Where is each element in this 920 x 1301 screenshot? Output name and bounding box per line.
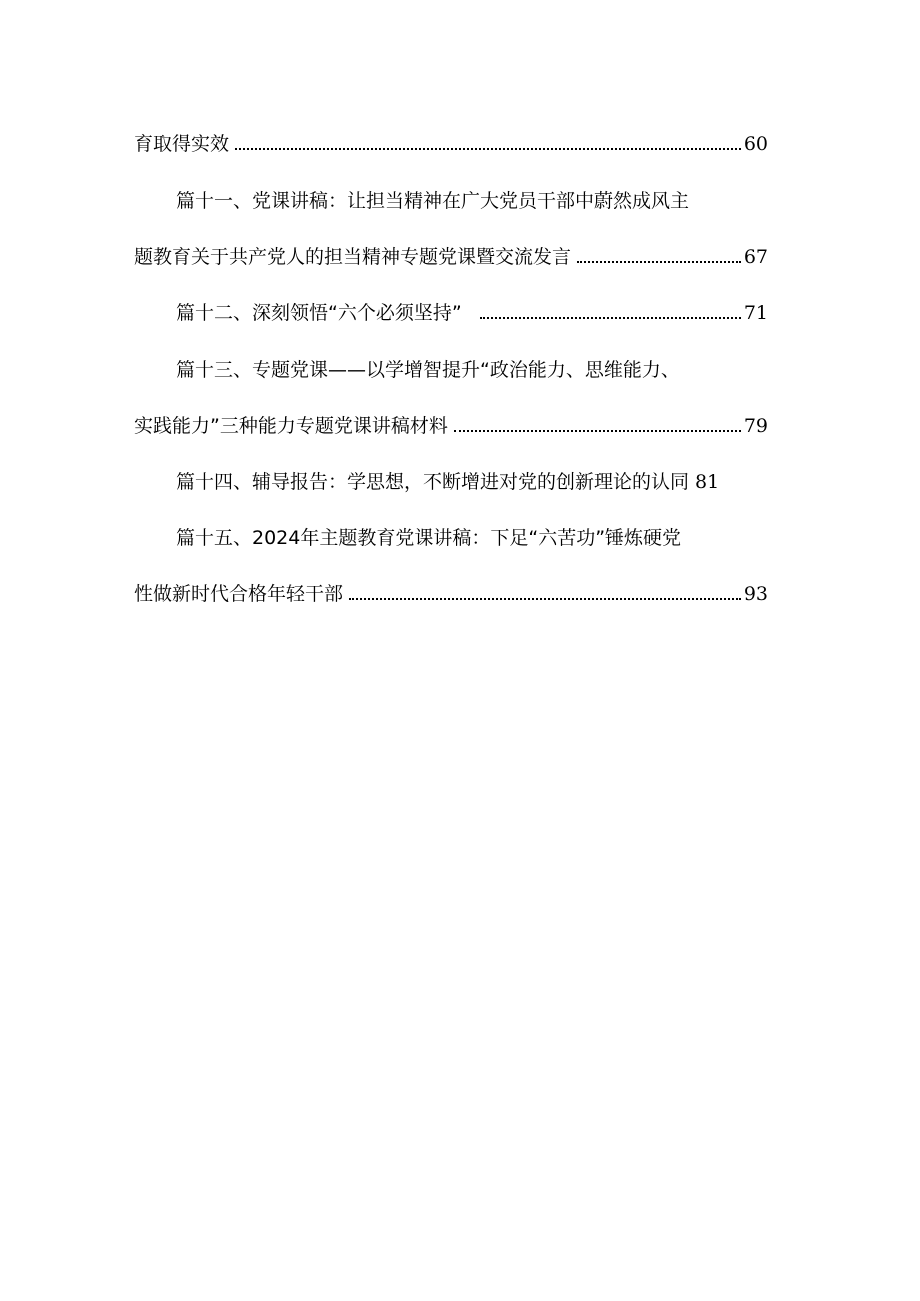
toc-entry-text: 篇十二、深刻领悟“六个必须坚持”: [176, 302, 462, 324]
toc-entry-text: 篇十一、党课讲稿：让担当精神在广大党员干部中蔚然成风主: [176, 190, 690, 212]
toc-leader-dots: [577, 261, 741, 263]
toc-entry-14[interactable]: [176, 467, 768, 497]
toc-page-number: 67: [743, 246, 768, 268]
toc-entry-13-tail[interactable]: [134, 411, 768, 441]
toc-entry-15-tail[interactable]: [134, 579, 768, 609]
toc-leader-dots: [349, 598, 741, 600]
toc-entry-15-head[interactable]: [176, 523, 768, 553]
toc-entry-11-tail[interactable]: [134, 242, 768, 272]
toc-entry-text: 篇十三、专题党课——以学增智提升“政治能力、思维能力、: [176, 359, 680, 381]
toc-page-number: 93: [743, 583, 768, 605]
toc-entry-13-head[interactable]: [176, 355, 768, 385]
toc-entry-text: 篇十四、辅导报告：学思想，不断增进对党的创新理论的认同: [176, 471, 690, 493]
toc-page-number: 71: [743, 302, 768, 324]
toc-leader-dots: [480, 317, 741, 319]
toc-entry-text: 实践能力”三种能力专题党课讲稿材料: [134, 415, 448, 437]
toc-page-number: 79: [743, 415, 768, 437]
toc-entry-text: 篇十五、2024年主题教育党课讲稿：下足“六苦功”锤炼硬党: [176, 527, 682, 549]
toc-entry-text: 育取得实效: [134, 133, 230, 155]
toc-leader-dots: [235, 148, 741, 150]
toc-entry-12[interactable]: [176, 298, 768, 328]
toc-page-number: 60: [743, 133, 768, 155]
toc-page-number: 81: [695, 471, 720, 493]
toc-entry-text: 性做新时代合格年轻干部: [134, 583, 344, 605]
toc-entry-text: 题教育关于共产党人的担当精神专题党课暨交流发言: [134, 246, 572, 268]
toc-entry-11-head[interactable]: [176, 186, 768, 216]
toc-leader-dots: [454, 430, 741, 432]
toc-entry-10-tail[interactable]: [134, 129, 768, 159]
